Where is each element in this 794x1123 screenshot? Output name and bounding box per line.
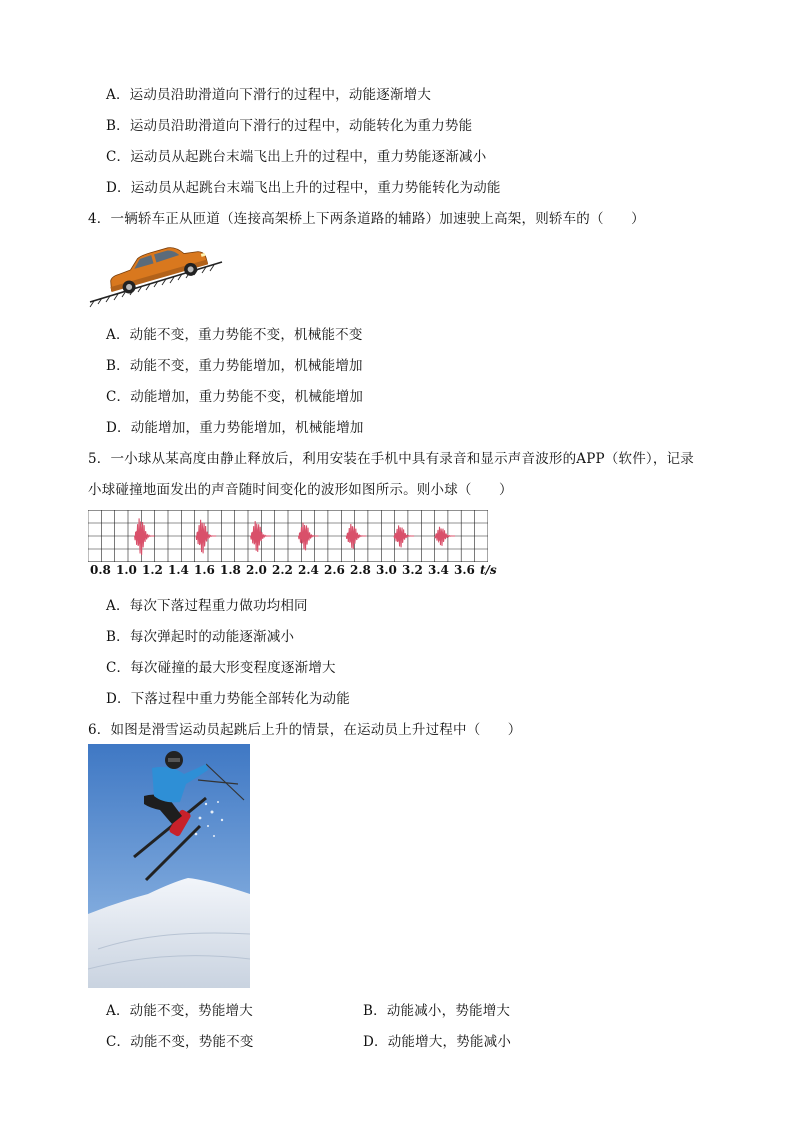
x-axis-label: t/s (480, 563, 497, 577)
sound-pulse-3 (251, 521, 271, 552)
q4-option-c: C．动能增加，重力势能不变，机械能增加 (106, 389, 364, 405)
sound-pulse-1 (135, 518, 155, 555)
x-tick-label: 2.8 (350, 563, 371, 577)
x-tick-label: 3.2 (402, 563, 423, 577)
waveform-series (135, 518, 455, 555)
q4-option-d: D．动能增加，重力势能增加，机械能增加 (106, 420, 364, 436)
q5-stem-line2: 小球碰撞地面发出的声音随时间变化的波形如图所示。则小球（ ） (88, 482, 513, 498)
car-on-ramp-image (86, 236, 226, 308)
q5-option-a: A．每次下落过程重力做功均相同 (106, 598, 308, 614)
x-tick-label: 2.6 (324, 563, 345, 577)
q4-stem: 4．一辆轿车正从匝道（连接高架桥上下两条道路的辅路）加速驶上高架，则轿车的（ ） (88, 211, 645, 227)
q5-option-d: D．下落过程中重力势能全部转化为动能 (106, 691, 350, 707)
q3-option-c: C．运动员从起跳台末端飞出上升的过程中，重力势能逐渐减小 (106, 149, 487, 165)
x-tick-label: 1.8 (220, 563, 241, 577)
q6-stem: 6．如图是滑雪运动员起跳后上升的情景，在运动员上升过程中（ ） (88, 722, 522, 738)
q6-option-a: A．动能不变，势能增大 (106, 1003, 253, 1019)
x-axis-tick-labels (90, 563, 510, 579)
q5-option-b: B．每次弹起时的动能逐渐减小 (106, 629, 295, 645)
sound-pulse-5 (346, 524, 366, 549)
skier-jump-image (88, 744, 250, 988)
sound-pulse-6 (394, 525, 414, 547)
q3-option-d: D．运动员从起跳台末端飞出上升的过程中，重力势能转化为动能 (106, 180, 501, 196)
q3-option-a: A．运动员沿助滑道向下滑行的过程中，动能逐渐增大 (106, 87, 432, 103)
x-tick-label: 2.2 (272, 563, 293, 577)
q6-option-b: B．动能减小，势能增大 (363, 1003, 511, 1019)
waveform-chart (88, 510, 488, 562)
q4-option-a: A．动能不变，重力势能不变，机械能不变 (106, 327, 363, 343)
x-tick-label: 1.0 (116, 563, 137, 577)
q3-option-b: B．运动员沿助滑道向下滑行的过程中，动能转化为重力势能 (106, 118, 473, 134)
x-tick-label: 2.0 (246, 563, 267, 577)
sound-pulse-7 (435, 527, 455, 546)
q5-option-c: C．每次碰撞的最大形变程度逐渐增大 (106, 660, 336, 676)
q6-option-c: C．动能不变，势能不变 (106, 1034, 254, 1050)
x-tick-label: 0.8 (90, 563, 111, 577)
x-tick-label: 1.4 (168, 563, 189, 577)
x-tick-label: 2.4 (298, 563, 319, 577)
x-tick-label: 1.2 (142, 563, 163, 577)
x-tick-label: 1.6 (194, 563, 215, 577)
x-tick-label: 3.4 (428, 563, 449, 577)
q5-stem-line1: 5．一小球从某高度由静止释放后，利用安装在手机中具有录音和显示声音波形的APP（软件），记录 (88, 451, 694, 467)
q4-option-b: B．动能不变，重力势能增加，机械能增加 (106, 358, 363, 374)
x-tick-label: 3.0 (376, 563, 397, 577)
x-tick-label: 3.6 (454, 563, 475, 577)
q6-option-d: D．动能增大，势能减小 (363, 1034, 512, 1050)
sound-pulse-2 (196, 520, 216, 554)
